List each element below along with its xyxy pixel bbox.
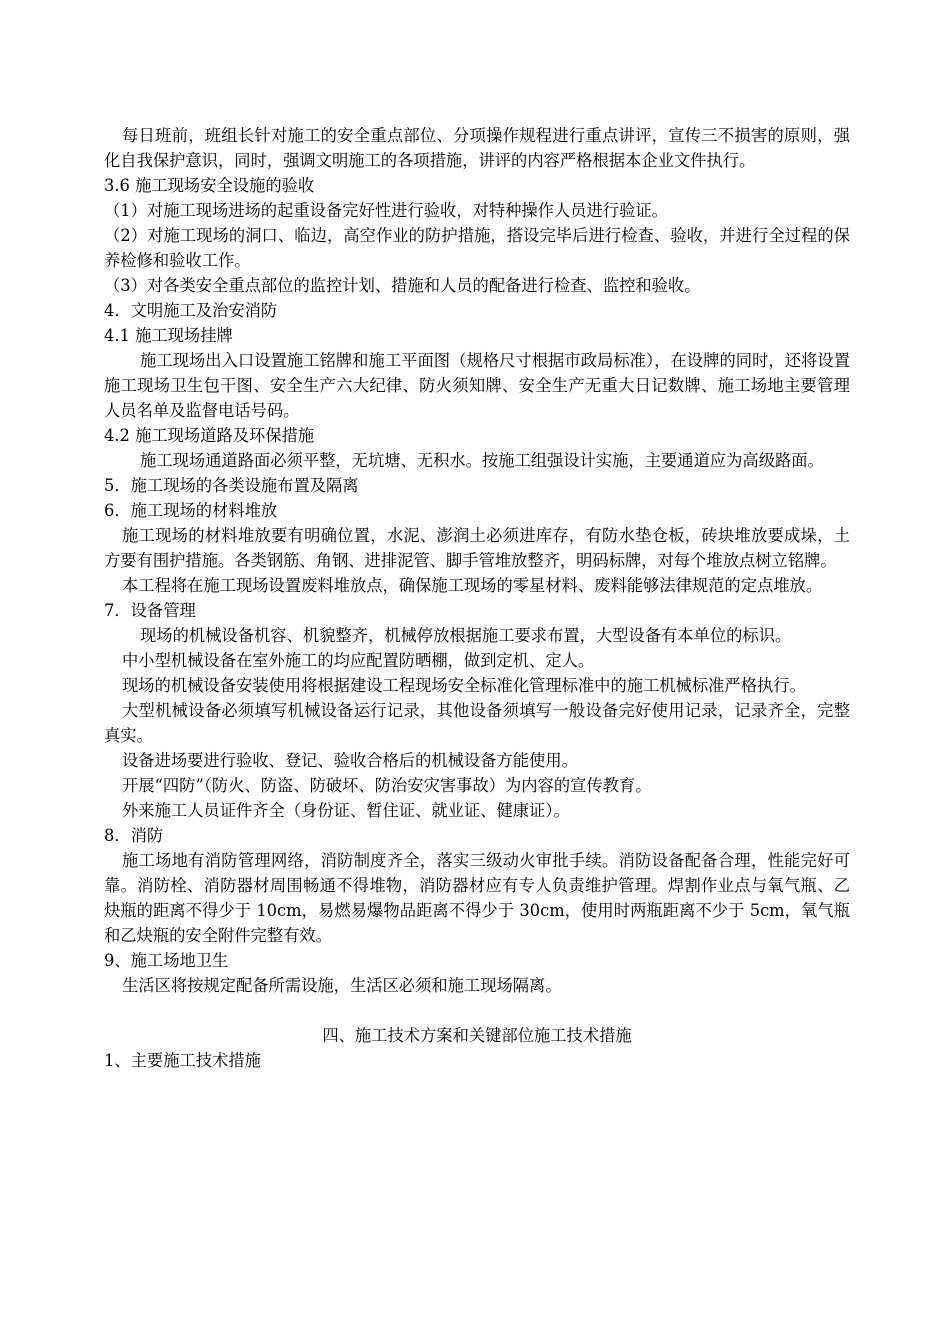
chapter-title: 四、施工技术方案和关键部位施工技术措施: [322, 1026, 632, 1045]
paragraph: 施工现场出入口设置施工铭牌和施工平面图（规格尺寸根据市政局标准），在设牌的同时，还将设置施工现场卫生包干图、安全生产六大纪律、防火须知牌、安全生产无重大日记数牌、施工场地主要管理人员名单及监督电话号码。: [104, 351, 850, 420]
section-heading: 4.2 施工现场道路及环保措施: [104, 426, 315, 445]
paragraph: 现场的机械设备机容、机貌整齐，机械停放根据施工要求布置，大型设备有本单位的标识。: [140, 626, 792, 645]
section-heading: 9、施工场地卫生: [104, 951, 229, 970]
paragraph: 施工场地有消防管理网络，消防制度齐全，落实三级动火审批手续。消防设备配备合理，性能完好可靠。消防栓、消防器材周围畅通不得堆物，消防器材应有专人负责维护管理。焊割作业点与氧气瓶、乙炔瓶的距离不得少于 10cm，易燃易爆物品距离不得少于 30cm，使用时两瓶距离不少于 5cm，氧气瓶和乙炔瓶的安全附件完整有效。: [104, 851, 850, 945]
paragraph: 现场的机械设备安装使用将根据建设工程现场安全标准化管理标准中的施工机械标准严格执行。: [122, 676, 806, 695]
section-heading: 4．文明施工及治安消防: [104, 301, 278, 320]
list-item: （3）对各类安全重点部位的监控计划、措施和人员的配备进行检查、监控和验收。: [104, 276, 701, 295]
paragraph: 本工程将在施工现场设置废料堆放点，确保施工现场的零星材料、废料能够法律规范的定点堆放。: [122, 576, 823, 595]
paragraph: 每日班前，班组长针对施工的安全重点部位、分项操作规程进行重点讲评，宣传三不损害的原则，强化自我保护意识，同时，强调文明施工的各项措施，讲评的内容严格根据本企业文件执行。: [104, 126, 850, 170]
section-heading: 7．设备管理: [104, 601, 196, 620]
paragraph: 开展“四防”（防火、防盗、防破坏、防治安灾害事故）为内容的宣传教育。: [122, 776, 652, 795]
paragraph: 施工现场的材料堆放要有明确位置，水泥、澎润土必须进库存，有防水垫仓板，砖块堆放要成垛，土方要有围护措施。各类钢筋、角钢、进排泥管、脚手管堆放整齐，明码标牌，对每个堆放点树立铭牌。: [104, 526, 850, 570]
list-item: （1）对施工现场进场的起重设备完好性进行验收，对特种操作人员进行验证。: [104, 201, 668, 220]
list-item: （2）对施工现场的洞口、临边，高空作业的防护措施，搭设完毕后进行检查、验收，并进行全过程的保养检修和验收工作。: [104, 226, 850, 270]
section-heading: 4.1 施工现场挂牌: [104, 326, 233, 345]
section-heading: 6．施工现场的材料堆放: [104, 501, 278, 520]
section-heading: 8．消防: [104, 826, 164, 845]
document-page: [104, 123, 850, 1073]
section-heading: 5．施工现场的各类设施布置及隔离: [104, 476, 359, 495]
paragraph: 外来施工人员证件齐全（身份证、暂住证、就业证、健康证）。: [122, 801, 570, 820]
paragraph: 设备进场要进行验收、登记、验收合格后的机械设备方能使用。: [122, 751, 578, 770]
section-heading: 1、主要施工技术措施: [104, 1051, 261, 1070]
paragraph: 施工现场通道路面必须平整，无坑塘、无积水。按施工组强设计实施，主要通道应为高级路面。: [140, 451, 824, 470]
paragraph: 中小型机械设备在室外施工的均应配置防晒棚，做到定机、定人。: [122, 651, 595, 670]
paragraph: 大型机械设备必须填写机械设备运行记录，其他设备须填写一般设备完好使用记录，记录齐全，完整真实。: [104, 701, 850, 745]
section-heading: 3.6 施工现场安全设施的验收: [104, 176, 315, 195]
paragraph: 生活区将按规定配备所需设施，生活区必须和施工现场隔离。: [122, 976, 562, 995]
